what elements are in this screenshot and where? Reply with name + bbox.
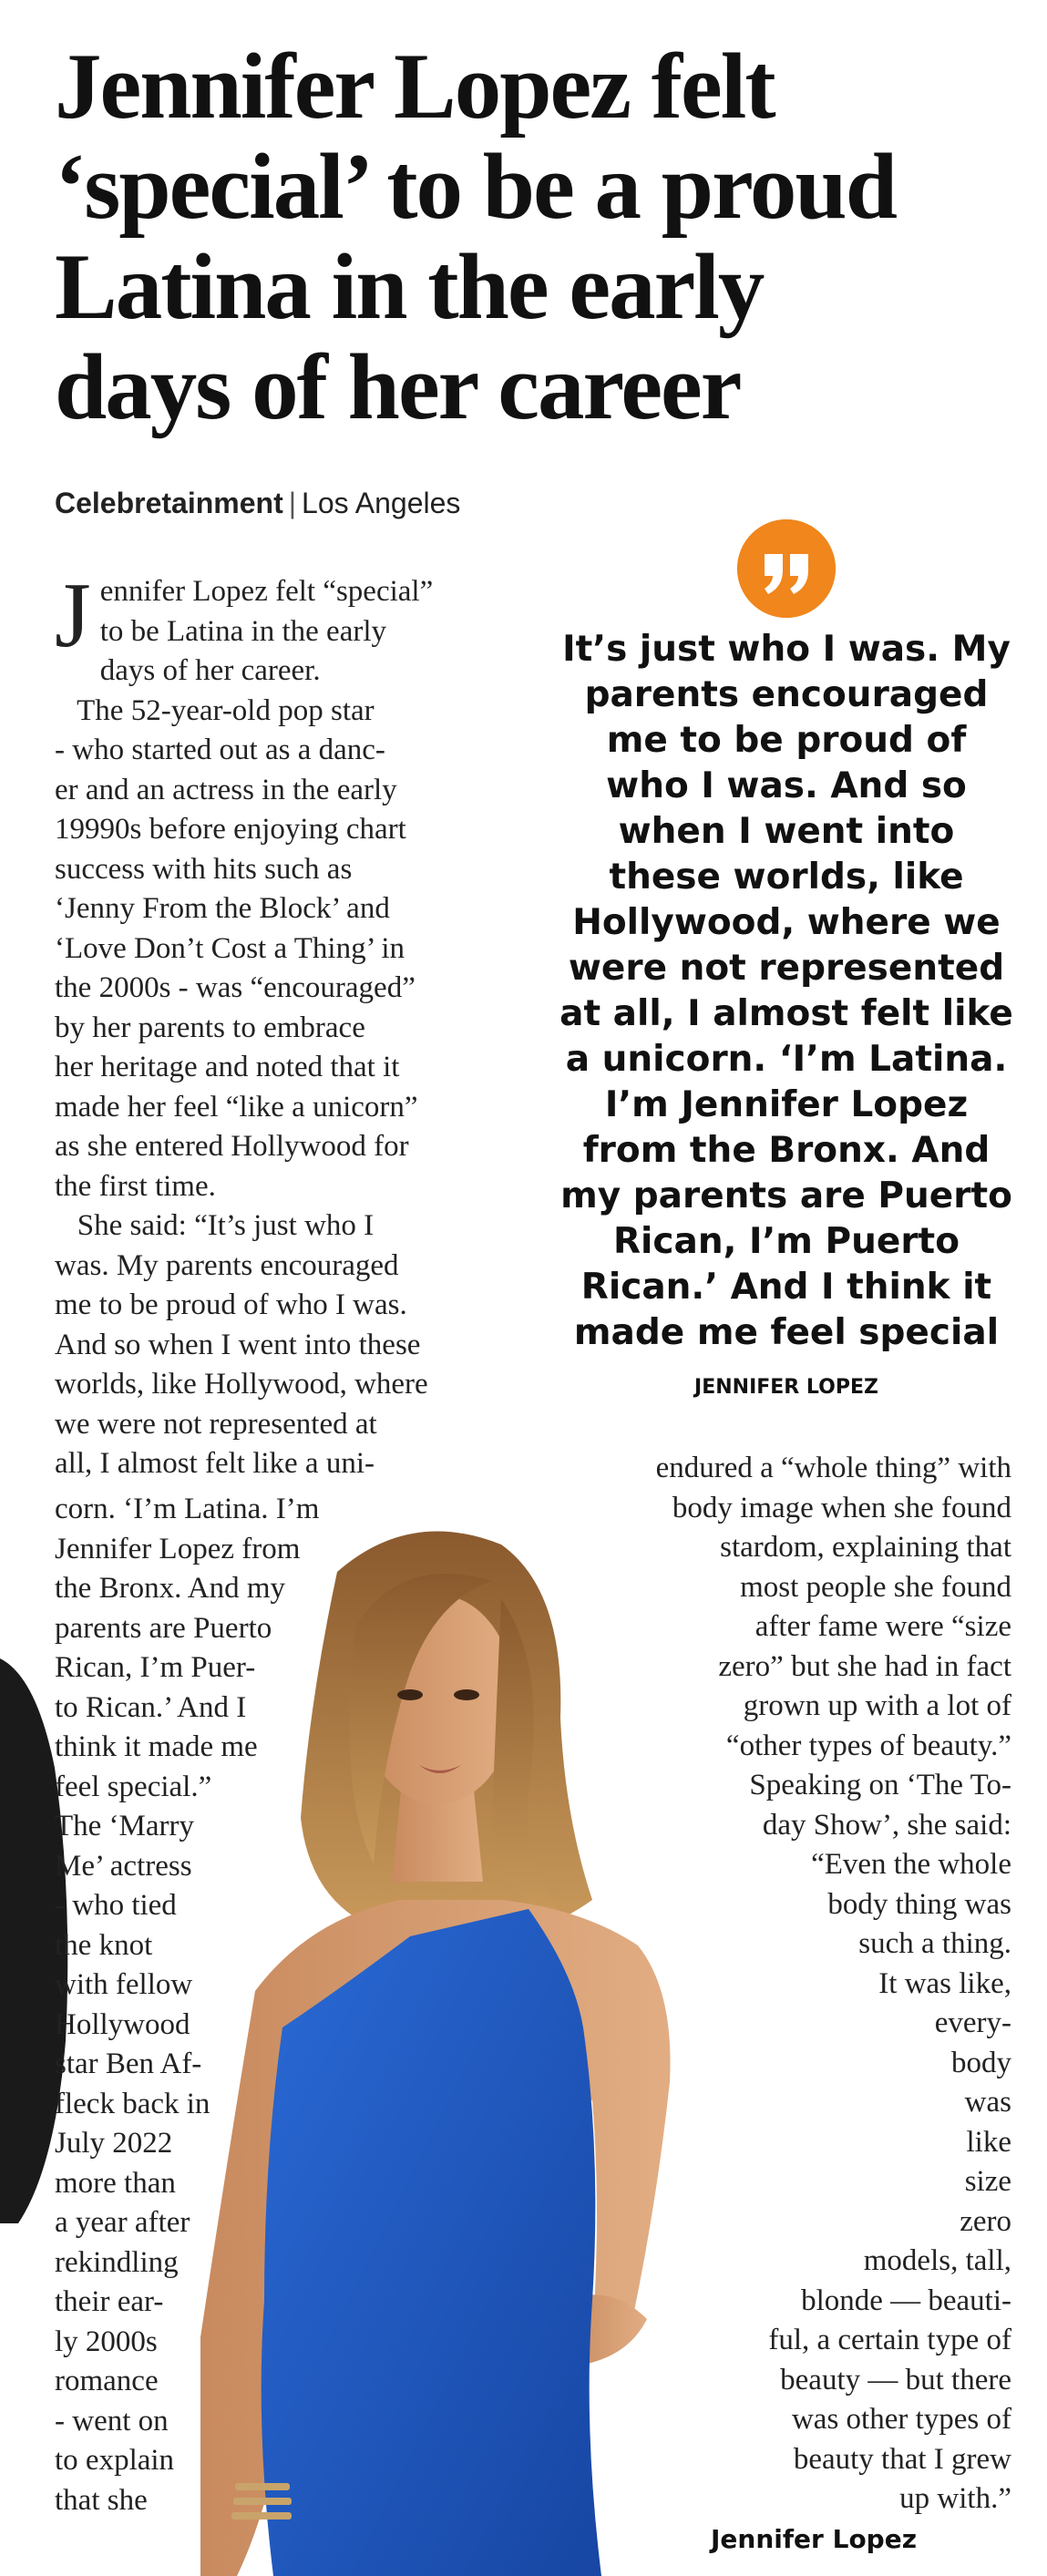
quote-icon <box>737 519 836 618</box>
text-line: - who tied <box>55 1889 177 1922</box>
text-line: success with hits such as <box>55 852 353 886</box>
text-line: as she entered Hollywood for <box>55 1130 409 1163</box>
drop-cap: J <box>55 564 91 667</box>
text-line: Rican, I’m Puer- <box>55 1651 256 1684</box>
text-line: the first time. <box>55 1169 216 1203</box>
pull-quote-line: from the Bronx. And <box>582 1130 991 1171</box>
text-line: beauty that I grew <box>793 2442 1011 2476</box>
text-line: ‘Jenny From the Block’ and <box>55 892 390 925</box>
text-line: after fame were “size <box>754 1610 1011 1643</box>
pull-quote-line: my parents are Puerto <box>560 1175 1012 1216</box>
text-line: rekindling <box>55 2245 179 2279</box>
pull-quote-line: Rican.’ And I think it <box>580 1267 992 1308</box>
text-line: more than <box>55 2166 176 2200</box>
pull-quote-line: these worlds, like <box>609 857 964 898</box>
text-line: body image when she found <box>672 1491 1011 1524</box>
text-line: to be Latina in the early <box>99 614 386 648</box>
text-line: days of her career. <box>99 654 321 687</box>
pull-quote-line: It’s just who I was. My <box>562 629 1011 670</box>
text-line: zero <box>960 2204 1011 2238</box>
text-line: we were not represented at <box>55 1407 377 1441</box>
headline-line: Jennifer Lopez felt <box>55 35 775 139</box>
text-line: with fellow <box>55 1968 193 2001</box>
text-line: by her parents to embrace <box>55 1011 365 1044</box>
article-column-left <box>55 564 515 1484</box>
text-line: parents are Puerto <box>55 1611 272 1645</box>
byline-separator: | <box>288 487 297 519</box>
text-line: up with.” <box>899 2482 1011 2515</box>
text-line: grown up with a lot of <box>743 1689 1011 1722</box>
text-line: ly 2000s <box>55 2325 158 2358</box>
text-line: stardom, explaining that <box>720 1531 1011 1564</box>
text-line: was other types of <box>791 2403 1011 2436</box>
headline <box>55 36 1021 437</box>
text-line: every- <box>934 2006 1011 2039</box>
text-line: “Even the whole <box>811 1848 1011 1881</box>
text-line: to explain <box>55 2444 175 2477</box>
text-line: body <box>951 2046 1011 2079</box>
pull-quote-line: at all, I almost felt like <box>559 993 1013 1034</box>
pull-quote-text <box>545 627 1028 1356</box>
text-line: endured a “whole thing” with <box>655 1452 1011 1484</box>
text-line: She said: “It’s just who I <box>55 1209 375 1242</box>
text-line: her heritage and noted that it <box>55 1051 400 1083</box>
byline-source: Celebretainment <box>55 487 283 519</box>
text-line: corn. ‘I’m Latina. I’m <box>55 1493 320 1525</box>
text-line: day Show’, she said: <box>762 1808 1011 1842</box>
text-line: the 2000s - was “encouraged” <box>55 971 416 1004</box>
text-line: think it made me <box>55 1730 258 1763</box>
headline-line: Latina in the early <box>55 235 764 339</box>
text-line: to Rican.’ And I <box>55 1690 247 1724</box>
text-line: made her feel “like a unicorn” <box>55 1090 418 1124</box>
pull-quote-line: when I went into <box>618 811 955 852</box>
text-line: And so when I went into these <box>55 1328 421 1361</box>
text-line: The ‘Marry <box>55 1810 195 1842</box>
text-line: body thing was <box>827 1887 1011 1921</box>
byline-location: Los Angeles <box>302 487 461 519</box>
text-line: It was like, <box>878 1966 1011 2000</box>
text-line: feel special.” <box>55 1770 212 1803</box>
text-line: all, I almost felt like a uni- <box>55 1447 375 1480</box>
article-column-left-lower <box>55 1490 383 2520</box>
text-line: ennifer Lopez felt “special” <box>99 575 434 608</box>
text-line: a year after <box>55 2206 190 2239</box>
text-line: me to be proud of who I was. <box>55 1288 407 1321</box>
text-line: such a thing. <box>858 1927 1011 1960</box>
text-line: that she <box>55 2483 148 2517</box>
text-line: ful, a certain type of <box>768 2324 1011 2356</box>
text-line: Jennifer Lopez from <box>55 1532 301 1565</box>
text-line: worlds, like Hollywood, where <box>55 1368 428 1401</box>
text-line: ‘Love Don’t Cost a Thing’ in <box>55 931 405 965</box>
end-attribution: Jennifer Lopez <box>711 2524 918 2554</box>
pull-quote-line: made me feel special <box>573 1312 1000 1353</box>
article-column-right <box>538 1449 1011 2520</box>
pull-quote-line: Rican, I’m Puerto <box>612 1221 960 1262</box>
pull-quote-line: Hollywood, where we <box>572 902 1001 943</box>
text-line: star Ben Af- <box>55 2047 202 2080</box>
pull-quote-line: who I was. And so <box>606 765 967 806</box>
text-line: the Bronx. And my <box>55 1572 285 1605</box>
text-line: the knot <box>55 1928 153 1962</box>
text-line: like <box>966 2125 1011 2159</box>
text-line: - went on <box>55 2404 169 2437</box>
pull-quote-line: me to be proud of <box>606 720 967 761</box>
pull-quote-line: a unicorn. ‘I’m Latina. <box>565 1039 1008 1080</box>
pull-quote <box>545 519 1028 1399</box>
text-line: Hollywood <box>55 2007 190 2041</box>
pull-quote-line: were not represented <box>568 948 1005 989</box>
text-line: zero” but she had in fact <box>718 1649 1011 1683</box>
pull-quote-line: I’m Jennifer Lopez <box>604 1084 969 1125</box>
text-line: - who started out as a danc- <box>55 734 385 766</box>
text-line: models, tall, <box>863 2244 1011 2277</box>
text-line: was <box>964 2086 1011 2119</box>
text-line: The 52-year-old pop star <box>55 693 375 727</box>
text-line: was. My parents encouraged <box>55 1248 399 1282</box>
text-line: beauty — but there <box>780 2363 1011 2396</box>
text-line: er and an actress in the early <box>55 773 397 806</box>
text-line: fleck back in <box>55 2087 210 2120</box>
pull-quote-line: parents encouraged <box>584 674 989 715</box>
text-line: Speaking on ‘The To- <box>749 1769 1011 1801</box>
text-line: “other types of beauty.” <box>725 1729 1011 1762</box>
text-line: romance <box>55 2365 159 2397</box>
text-line: blonde — beauti- <box>801 2284 1011 2317</box>
byline <box>55 487 460 520</box>
text-line: size <box>964 2165 1011 2198</box>
text-line: 19990s before enjoying chart <box>55 813 406 846</box>
text-line: Me’ actress <box>55 1849 192 1883</box>
text-line: their ear- <box>55 2285 164 2318</box>
text-line: July 2022 <box>55 2127 173 2160</box>
headline-line: days of her career <box>55 335 741 439</box>
text-line: most people she found <box>740 1570 1011 1604</box>
headline-line: ‘special’ to be a proud <box>55 135 896 239</box>
pull-quote-attribution: JENNIFER LOPEZ <box>694 1376 878 1399</box>
